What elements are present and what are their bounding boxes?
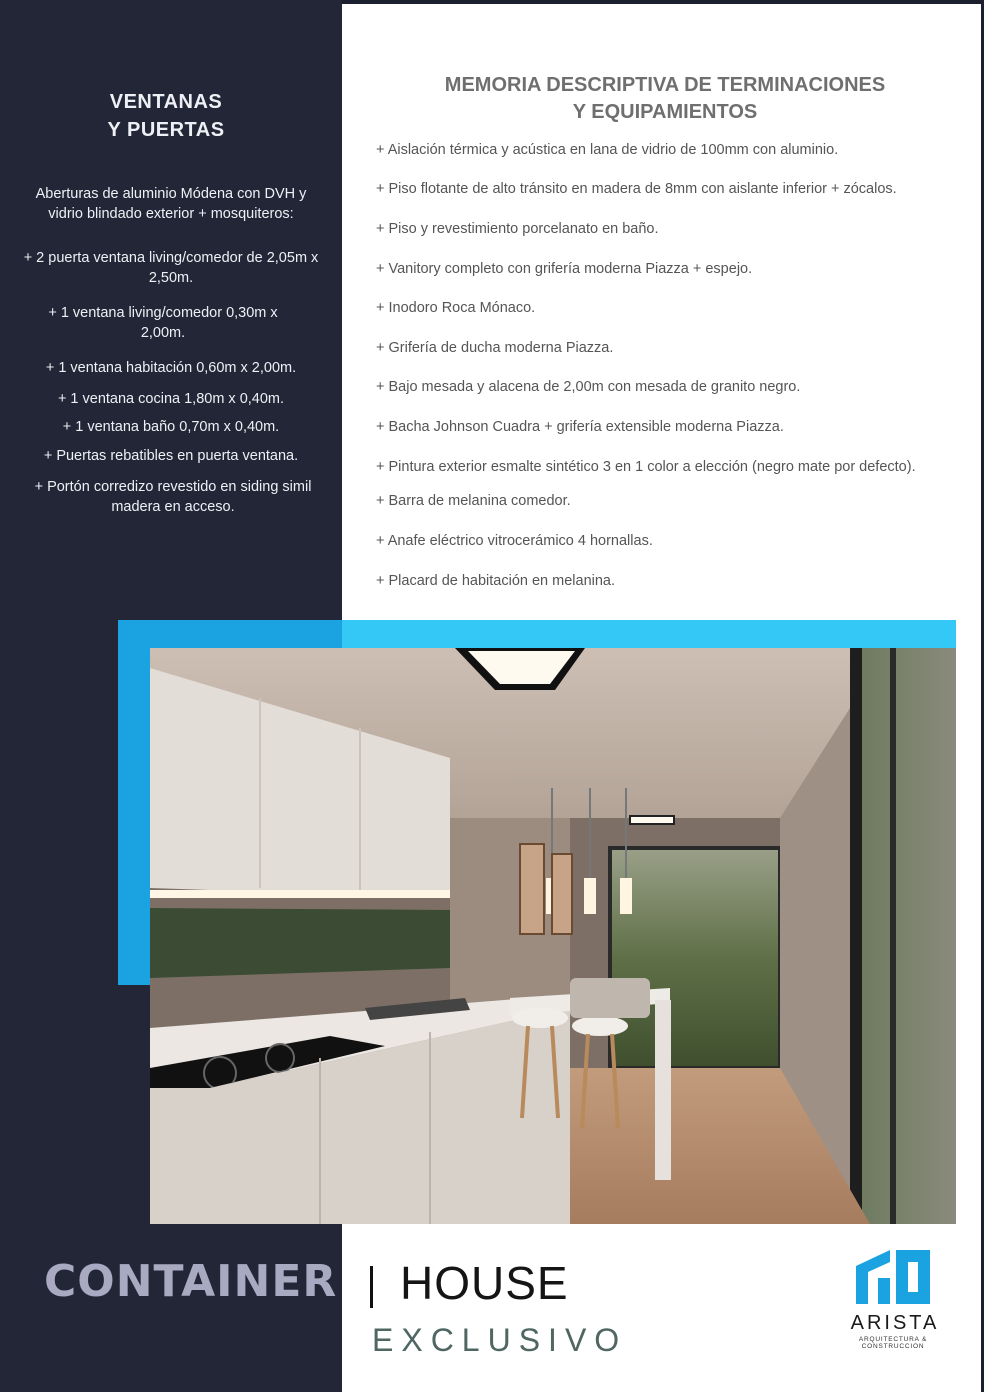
spec-item: + Bajo mesada y alacena de 2,00m con mesada de granito negro. xyxy=(376,379,801,395)
brand-container-wordmark: CONTAINER xyxy=(44,1256,338,1307)
sidebar-title xyxy=(0,88,332,144)
kitchen-render-image xyxy=(150,648,956,1224)
spec-item: + Aislación térmica y acústica en lana de vidrio de 100mm con aluminio. xyxy=(376,142,839,158)
sidebar-title-line2: Y PUERTAS xyxy=(107,119,225,141)
main-title xyxy=(392,72,938,126)
spec-item: + Pintura exterior esmalte sintético 3 en 1 color a elección (negro mate por defecto). xyxy=(376,459,916,475)
sidebar-item: + 1 ventana habitación 0,60m x 2,00m. xyxy=(45,360,297,376)
brand-house-wordmark: HOUSE xyxy=(400,1257,569,1309)
spec-item: + Piso flotante de alto tránsito en madera de 8mm con aislante inferior + zócalos. xyxy=(376,181,897,197)
accent-frame-top xyxy=(342,620,956,648)
spec-item: + Vanitory completo con grifería moderna Piazza + espejo. xyxy=(376,261,753,277)
sidebar-item: + 1 ventana cocina 1,80m x 0,40m. xyxy=(57,391,285,407)
main-title-line2: Y EQUIPAMIENTOS xyxy=(572,101,758,123)
sidebar-item: + 2 puerta ventana living/comedor de 2,05m x 2,50m. xyxy=(23,250,319,286)
arista-logo-icon xyxy=(856,1248,932,1306)
sidebar-item: + Puertas rebatibles en puerta ventana. xyxy=(43,448,299,464)
sidebar-intro: Aberturas de aluminio Módena con DVH y vidrio blindado exterior + mosquiteros: xyxy=(35,186,307,222)
spec-item: + Barra de melanina comedor. xyxy=(376,493,571,509)
sidebar-title-line1: VENTANAS xyxy=(109,91,223,113)
spec-item: + Placard de habitación en melanina. xyxy=(376,573,616,589)
spec-item: + Piso y revestimiento porcelanato en baño. xyxy=(376,221,659,237)
sidebar-item: + 1 ventana baño 0,70m x 0,40m. xyxy=(62,419,280,435)
spec-item: + Bacha Johnson Cuadra + grifería extensible moderna Piazza. xyxy=(376,419,784,435)
spec-item: + Grifería de ducha moderna Piazza. xyxy=(376,340,614,356)
sidebar-item: + Portón corredizo revestido en siding simil madera en acceso. xyxy=(34,479,312,515)
brand-divider xyxy=(370,1266,373,1308)
main-title-line1: MEMORIA DESCRIPTIVA DE TERMINACIONES xyxy=(444,74,886,96)
sidebar-item: + 1 ventana living/comedor 0,30m x 2,00m. xyxy=(48,305,278,341)
spec-item: + Anafe eléctrico vitrocerámico 4 hornallas. xyxy=(376,533,653,549)
top-border xyxy=(342,0,984,4)
arista-logo-tagline: ARQUITECTURA & CONSTRUCCION xyxy=(858,1336,928,1350)
brand-exclusivo-wordmark: EXCLUSIVO xyxy=(372,1322,628,1358)
spec-item: + Inodoro Roca Mónaco. xyxy=(376,300,536,316)
arista-logo-name: ARISTA xyxy=(850,1312,940,1334)
